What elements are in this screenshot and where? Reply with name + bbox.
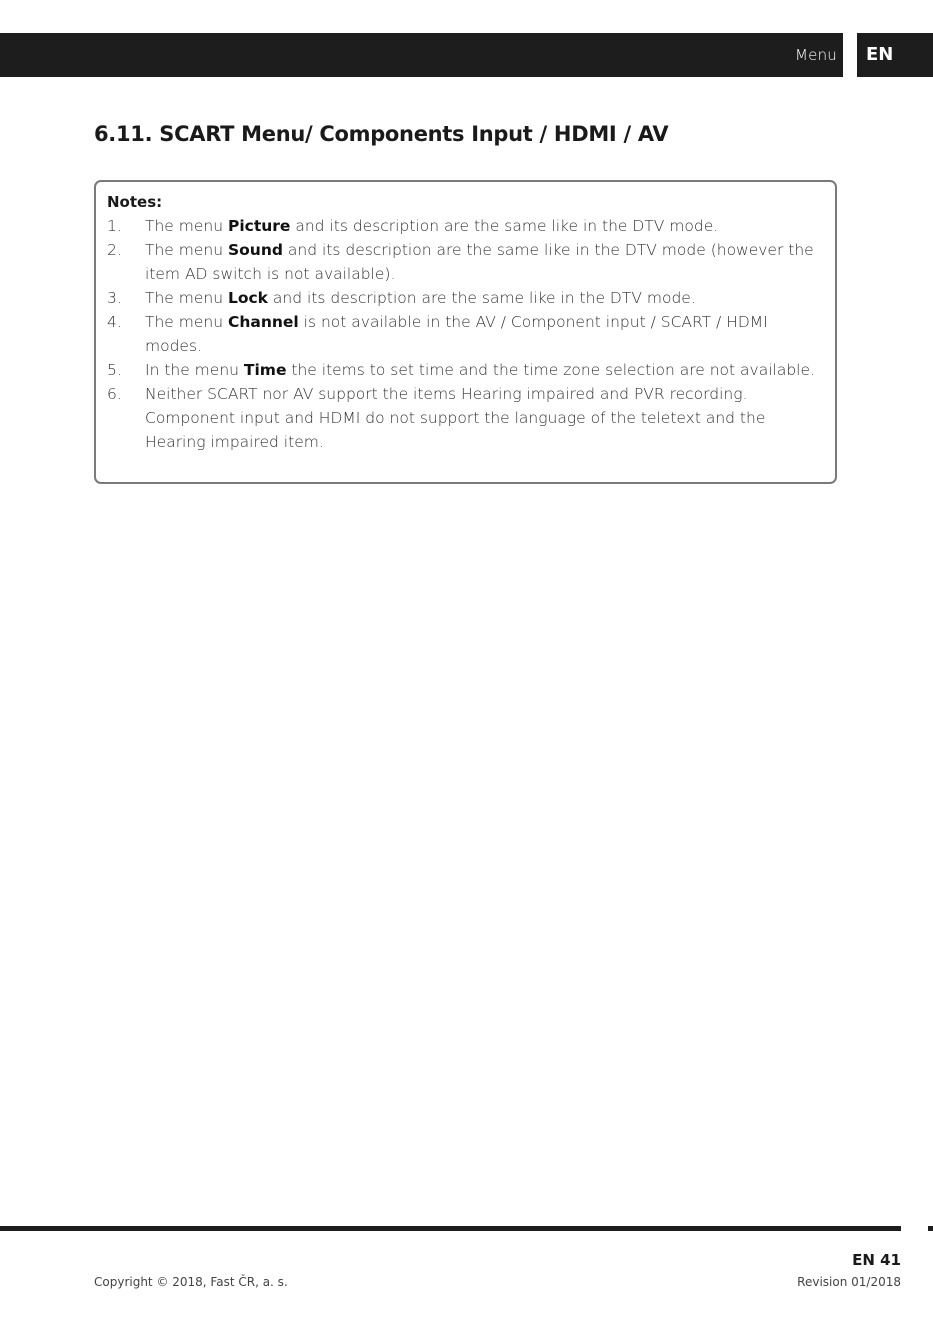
footer-rule [0,1226,901,1231]
language-tab [857,33,933,77]
note-number: 2. [107,241,122,259]
note-item [107,214,825,238]
note-number: 4. [107,313,122,331]
note-text: The menu [145,313,228,331]
notes-heading: Notes: [107,193,163,211]
note-number: 1. [107,217,122,235]
note-item [107,358,825,382]
note-item [107,382,825,454]
note-text: The menu [145,241,228,259]
note-item [107,238,825,286]
section-title: 6.11. SCART Menu/ Components Input / HDMI / AV [94,122,669,146]
note-text: and its description are the same like in the DTV mode (however the item AD switch is not available). [145,241,814,283]
note-menu-name: Sound [227,241,283,259]
header-bar [0,33,843,77]
footer-rule-end [928,1226,933,1231]
note-item [107,286,825,310]
note-number: 3. [107,289,122,307]
note-number: 5. [107,361,122,379]
note-item [107,310,825,358]
note-text: is not available in the AV / Component input / SCART / HDMI modes. [145,313,768,355]
note-text: The menu [145,217,228,235]
note-menu-name: Channel [227,313,299,331]
note-text: Neither SCART nor AV support the items Hearing impaired and PVR recording. Component input and HDMI do not support the language of the teletext and the Hearing impaired item. [145,385,766,451]
note-text: and its description are the same like in the DTV mode. [268,289,696,307]
note-menu-name: Time [243,361,287,379]
note-menu-name: Lock [227,289,268,307]
notes-box [94,180,837,484]
language-tab-label: EN [866,44,894,65]
copyright: Copyright © 2018, Fast ČR, a. s. [94,1275,288,1289]
revision: Revision 01/2018 [797,1275,901,1289]
note-text: and its description are the same like in the DTV mode. [290,217,719,235]
note-text: In the menu [145,361,244,379]
note-text: the items to set time and the time zone selection are not available. [286,361,815,379]
note-menu-name: Picture [227,217,291,235]
note-text: The menu [145,289,228,307]
page-number: EN 41 [852,1251,901,1269]
note-number: 6. [107,385,122,403]
header-section-label: Menu [795,46,837,64]
